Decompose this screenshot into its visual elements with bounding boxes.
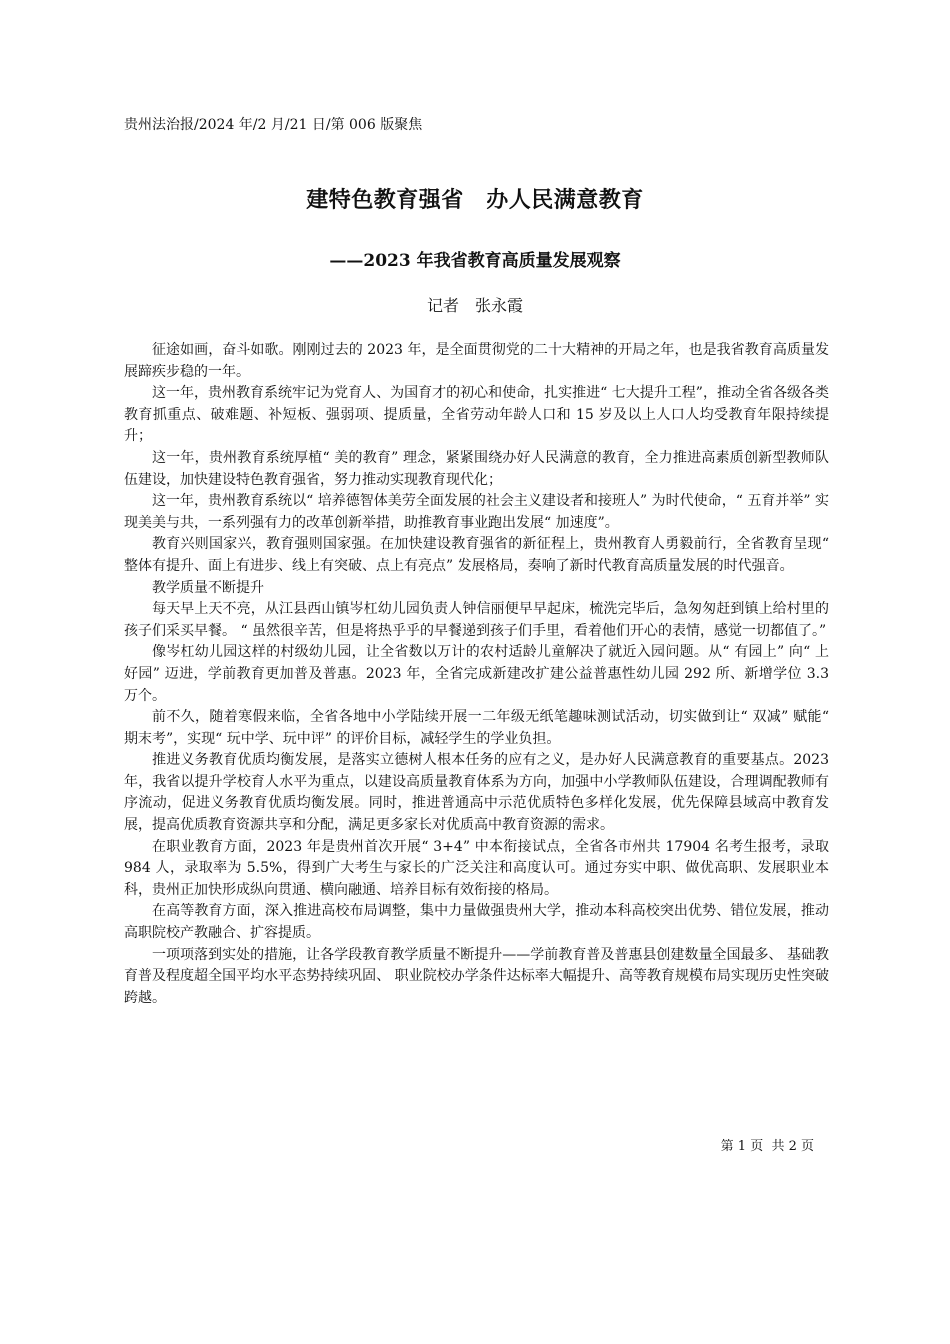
paragraph: 在高等教育方面，深入推进高校布局调整，集中力量做强贵州大学，推动本科高校突出优势、错位发展，推动高职院校产教融合、扩容提质。: [124, 903, 829, 942]
article-author: 记者 张永霞: [426, 296, 523, 315]
paragraph: 前不久，随着寒假来临，全省各地中小学陆续开展一二年级无纸笔趣味测试活动，切实做到让“ 双减” 赋能“ 期末考”，实现“ 玩中学、玩中评” 的评价目标，减轻学生的学业负担。: [124, 709, 829, 747]
paragraph: 征途如画，奋斗如歌。刚刚过去的 2023 年，是全面贯彻党的二十大精神的开局之年，也是我省教育高质量发展蹄疾步稳的一年。: [124, 342, 829, 380]
paragraph: 这一年，贵州教育系统以“ 培养德智体美劳全面发展的社会主义建设者和接班人” 为时代使命，“ 五育并举” 实现美美与共，一系列强有力的改革创新举措，助推教育事业跑出发展“ 加速度”。: [124, 493, 829, 531]
paragraph: 每天早上天不亮，从江县西山镇岑杠幼儿园负责人钟信丽便早早起床，梳洗完毕后，急匆匆赶到镇上给村里的孩子们采买早餐。 “ 虽然很辛苦，但是将热乎乎的早餐递到孩子们手里，看着他们开心的表情，感觉一切都值了。”: [124, 601, 829, 639]
article-title: 建特色教育强省 办人民满意教育: [306, 187, 644, 213]
paragraph: 推进义务教育优质均衡发展，是落实立德树人根本任务的应有之义，是办好人民满意教育的重要基点。2023 年，我省以提升学校育人水平为重点，以建设高质量教育体系为方向，加强中小学教师队伍建设，合理调配教师有序流动，促进义务教育优质均衡发展。同时，推进普通高中示范优质特色多样化发展，优先保障县域高中教育发展，提高优质教育资源共享和分配，满足更多家长对优质高中教育资源的需求。: [124, 752, 829, 834]
paragraph: 在职业教育方面，2023 年是贵州首次开展“ 3+4” 中本衔接试点，全省各市州共 17904 名考生报考，录取 984 人，录取率为 5.5%，得到广大考生与家长的广泛关注和高度认可。通过夯实中职、做优高职、发展职业本科，贵州正加快形成纵向贯通、横向融通、培养目标有效衔接的格局。: [124, 838, 829, 898]
paragraph: 这一年，贵州教育系统厚植“ 美的教育” 理念，紧紧围绕办好人民满意的教育，全力推进高素质创新型教师队伍建设，加快建设特色教育强省，努力推动实现教育现代化；: [124, 449, 829, 488]
article-subtitle: ——2023 年我省教育高质量发展观察: [329, 251, 621, 271]
paragraph: 教育兴则国家兴，教育强则国家强。在加快建设教育强省的新征程上，贵州教育人勇毅前行，全省教育呈现“ 整体有提升、面上有进步、线上有突破、点上有亮点” 发展格局，奏响了新时代教育高质量发展的时代强音。: [124, 536, 829, 574]
page-indicator: 第 1 页 共 2 页: [720, 1139, 814, 1154]
article-body: [124, 340, 829, 1009]
paragraph: 一项项落到实处的措施，让各学段教育教学质量不断提升——学前教育普及普惠县创建数量全国最多、 基础教育普及程度超全国平均水平态势持续巩固、 职业院校办学条件达标率大幅提升、高等教育规模布局实现历史性突破跨越。: [124, 946, 829, 1006]
source-line: 贵州法治报/2024 年/2 月/21 日/第 006 版聚焦: [124, 117, 423, 133]
section-heading: 教学质量不断提升: [152, 579, 264, 596]
paragraph: 像岑杠幼儿园这样的村级幼儿园，让全省数以万计的农村适龄儿童解决了就近入园问题。从“ 有园上” 向“ 上好园” 迈进，学前教育更加普及普惠。2023 年，全省完成新建改扩建公益普惠性幼儿园 292 所、新增学位 3.3 万个。: [124, 644, 829, 704]
paragraph: 这一年，贵州教育系统牢记为党育人、为国育才的初心和使命，扎实推进“ 七大提升工程”，推动全省各级各类教育抓重点、破难题、补短板、强弱项、提质量，全省劳动年龄人口和 15 岁及以上人口人均受教育年限持续提升；: [124, 385, 829, 445]
